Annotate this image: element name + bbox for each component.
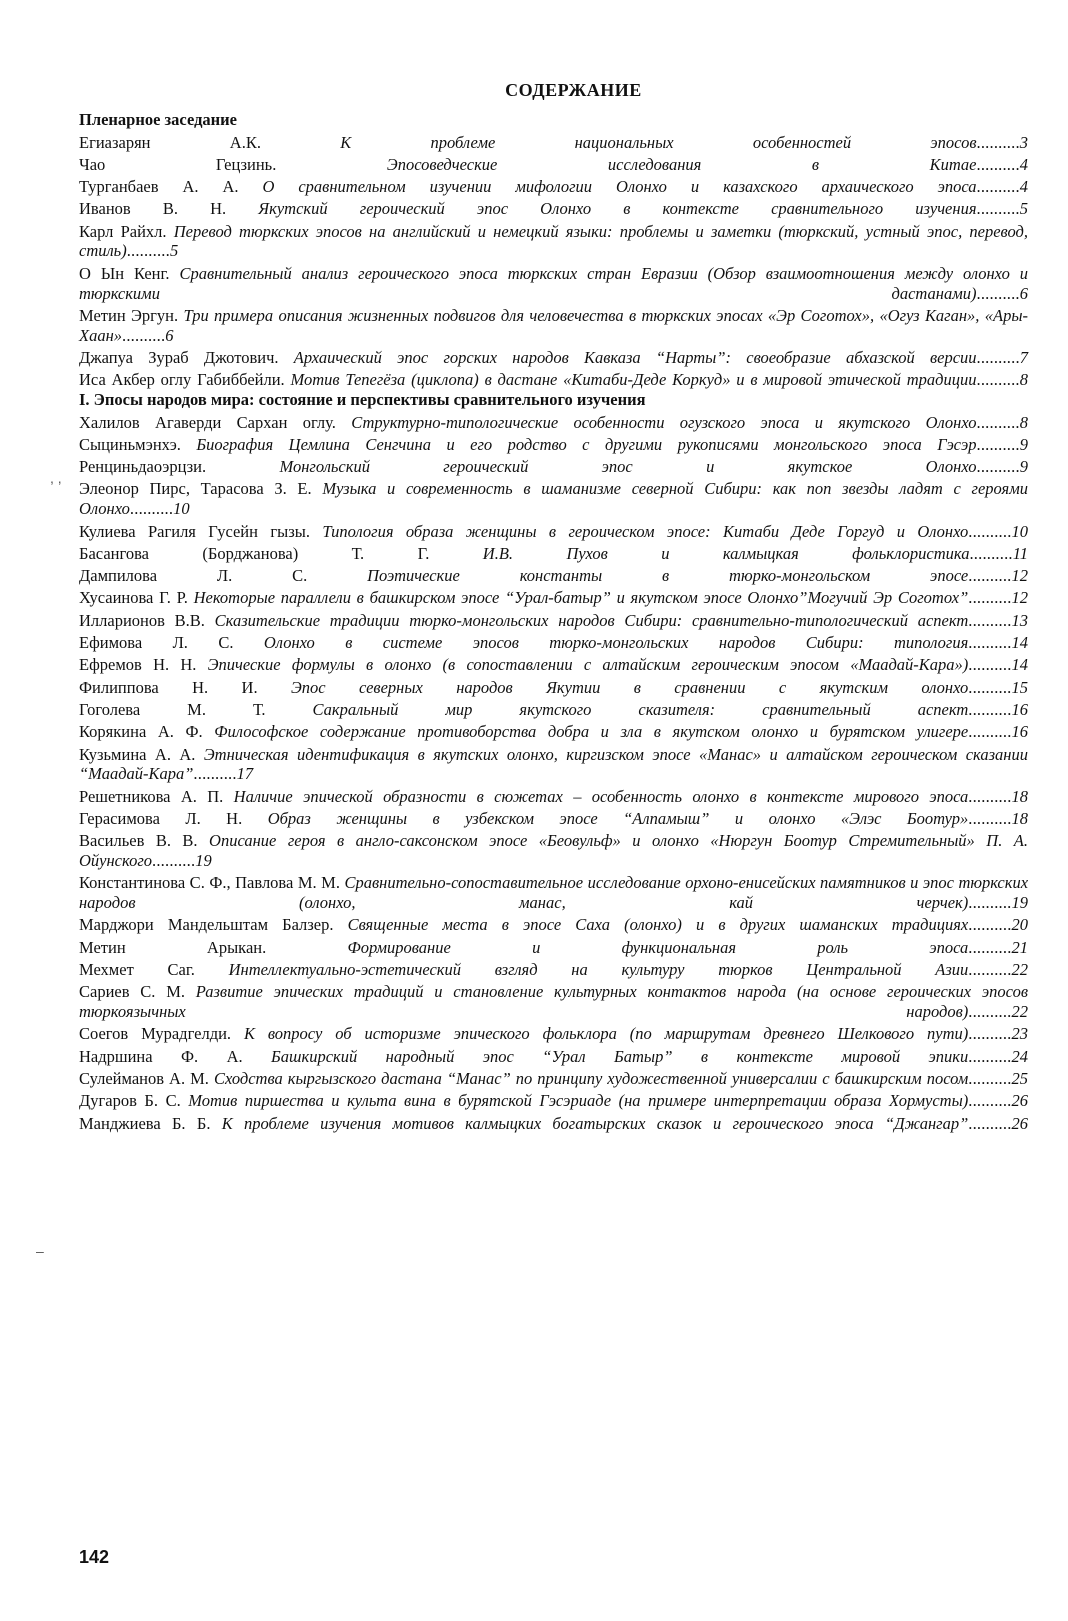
entry-author: Марджори Мандельштам Балзер. xyxy=(79,915,334,935)
toc-entry xyxy=(79,522,1028,542)
toc-entry xyxy=(79,413,1028,433)
entry-title: Биография Цемлина Сенгчина и его родство с другими рукописями монгольского эпоса Гэсэр xyxy=(196,434,977,454)
entry-author: Ефремов Н. Н. xyxy=(79,655,197,675)
toc-entry xyxy=(79,1024,1028,1044)
leader-dots: .......... xyxy=(976,434,1020,454)
entry-page: 12 xyxy=(1011,588,1029,608)
entry-title: Сказительские традиции тюрко-монгольских народов Сибири: сравнительно-типологический аспект xyxy=(214,610,969,630)
section1-entry-list xyxy=(79,413,1028,1134)
leader-dots: .......... xyxy=(976,457,1020,477)
entry-title: Развитие эпических традиций и становление культурных контактов народа (на основе героических эпосов тюркоязычных народов) xyxy=(79,982,1028,1022)
leader-dots: .......... xyxy=(968,959,1012,979)
entry-page: 20 xyxy=(1011,915,1029,935)
entry-page: 19 xyxy=(195,851,212,870)
entry-page: 22 xyxy=(1011,1002,1028,1022)
toc-entry xyxy=(79,787,1028,807)
entry-author: Кулиева Рагиля Гусейн гызы. xyxy=(79,521,310,541)
toc-entry xyxy=(79,745,1028,785)
entry-page: 7 xyxy=(1019,347,1029,367)
entry-page: 9 xyxy=(1019,457,1029,477)
entry-author: Константинова С. Ф., Павлова М. М. xyxy=(79,873,340,893)
entry-author: Басангова (Борджанова) Т. Г. xyxy=(79,543,430,563)
leader-dots: .......... xyxy=(122,325,166,345)
entry-author: Ренциньдаоэрцзи. xyxy=(79,457,207,477)
leader-dots: .......... xyxy=(968,699,1012,719)
entry-page: 19 xyxy=(1011,893,1028,913)
leader-dots: .......... xyxy=(968,1113,1012,1133)
entry-page: 23 xyxy=(1011,1024,1028,1044)
entry-page: 11 xyxy=(1012,543,1028,563)
entry-author: Чао Гецзинь. xyxy=(79,154,277,174)
leader-dots: .......... xyxy=(968,808,1012,828)
toc-entry xyxy=(79,155,1028,175)
entry-author: Джапуа Зураб Джотович. xyxy=(79,347,279,367)
toc-entry xyxy=(79,457,1028,477)
leader-dots: .......... xyxy=(976,412,1020,432)
leader-dots: .......... xyxy=(968,1046,1012,1066)
entry-page: 26 xyxy=(1011,1113,1029,1133)
margin-mark: , , xyxy=(50,470,62,486)
toc-entry xyxy=(79,633,1028,653)
entry-page: 13 xyxy=(1011,610,1029,630)
leader-dots: .......... xyxy=(968,521,1012,541)
toc-entry xyxy=(79,435,1028,455)
entry-page: 12 xyxy=(1011,566,1028,586)
entry-page: 6 xyxy=(165,325,174,345)
entry-title: Интеллектуально-эстетический взгляд на культуру тюрков Центральной Азии xyxy=(228,959,969,979)
entry-author: Соегов Мурадгелди. xyxy=(79,1024,232,1044)
entry-title: Монгольский героический эпос и якутское Олонхо xyxy=(279,457,977,477)
toc-entry xyxy=(79,588,1028,608)
entry-author: Халилов Агаверди Сархан оглу. xyxy=(79,412,336,432)
entry-title: Олонхо в системе эпосов тюрко-монгольских народов Сибири: типология xyxy=(263,633,969,653)
entry-author: Хусаинова Г. Р. xyxy=(79,588,188,608)
entry-title: К проблеме национальных особенностей эпосов xyxy=(340,132,977,152)
entry-page: 10 xyxy=(173,499,190,519)
leader-dots: .......... xyxy=(968,633,1012,653)
entry-title: Эпос северных народов Якутии в сравнении с якутским олонхо xyxy=(290,677,969,697)
leader-dots: .......... xyxy=(976,154,1020,174)
entry-title: Наличие эпической образности в сюжетах – особенность олонхо в контексте мирового эпоса xyxy=(233,786,969,806)
leader-dots: .......... xyxy=(968,1002,1012,1022)
entry-page: 17 xyxy=(236,764,254,784)
entry-title: Образ женщины в узбекском эпосе “Алпамыш” и олонхо «Элэс Боотур» xyxy=(267,808,969,828)
leader-dots: .......... xyxy=(129,499,174,519)
leader-dots: .......... xyxy=(968,937,1012,957)
entry-page: 22 xyxy=(1011,959,1029,979)
entry-title: Типология образа женщины в героическом эпосе: Китаби Деде Горгуд и Олонхо xyxy=(322,521,969,541)
toc-entry xyxy=(79,177,1028,197)
toc-entry xyxy=(79,1069,1028,1089)
toc-entry xyxy=(79,611,1028,631)
entry-page: 8 xyxy=(1019,412,1028,432)
leader-dots: .......... xyxy=(968,915,1012,935)
entry-page: 4 xyxy=(1019,177,1029,197)
entry-page: 18 xyxy=(1011,786,1029,806)
entry-author: Герасимова Л. Н. xyxy=(79,808,243,828)
entry-author: Васильев В. В. xyxy=(79,831,198,851)
entry-author: Турганбаев А. А. xyxy=(79,177,239,197)
entry-author: Карл Райхл. xyxy=(79,221,167,241)
entry-author: Сыциньмэнхэ. xyxy=(79,434,181,454)
entry-author: Филиппова Н. И. xyxy=(79,677,258,697)
entry-page: 14 xyxy=(1011,655,1029,675)
leader-dots: .......... xyxy=(968,1068,1012,1088)
entry-page: 5 xyxy=(1019,199,1028,219)
leader-dots: .......... xyxy=(968,722,1012,742)
entry-author: Надршина Ф. А. xyxy=(79,1046,243,1066)
entry-title: Архаический эпос горских народов Кавказа “Нарты”: своеобразие абхазской версии xyxy=(293,347,977,367)
leader-dots: .......... xyxy=(976,283,1020,303)
toc-entry xyxy=(79,809,1028,829)
entry-author: Мехмет Саг. xyxy=(79,959,195,979)
toc-entry xyxy=(79,566,1028,586)
toc-entry xyxy=(79,960,1028,980)
leader-dots: .......... xyxy=(968,677,1012,697)
toc-entry xyxy=(79,222,1028,262)
leader-dots: .......... xyxy=(968,1024,1012,1044)
entry-title: Поэтические константы в тюрко-монгольском эпосе xyxy=(367,566,969,586)
entry-author: Метин Эргун. xyxy=(79,305,179,325)
entry-title: Философское содержание противоборства добра и зла в якутском олонхо и бурятском улигере xyxy=(214,722,969,742)
toc-entry xyxy=(79,479,1028,519)
leader-dots: .......... xyxy=(968,566,1012,586)
leader-dots: .......... xyxy=(968,610,1012,630)
entry-page: 8 xyxy=(1019,370,1028,390)
toc-entry xyxy=(79,306,1028,346)
toc-entry xyxy=(79,873,1028,913)
entry-author: Дампилова Л. С. xyxy=(79,566,308,586)
toc-entry xyxy=(79,1091,1028,1111)
entry-author: Элеонор Пирс, Тарасова З. Е. xyxy=(79,479,312,499)
entry-page: 14 xyxy=(1011,633,1029,653)
entry-page: 5 xyxy=(169,241,179,261)
toc-entry xyxy=(79,722,1028,742)
entry-title: Мотив пиршества и культа вина в бурятской Гэсэриаде (на примере интерпретации образа Хормусты) xyxy=(188,1091,969,1111)
entry-author: Егиазарян А.К. xyxy=(79,132,261,152)
toc-entry xyxy=(79,1047,1028,1067)
toc-entry xyxy=(79,982,1028,1022)
entry-author: Илларионов В.В. xyxy=(79,610,205,630)
plenary-entry-list xyxy=(79,133,1028,391)
entry-author: Сариев С. М. xyxy=(79,982,185,1002)
leader-dots: .......... xyxy=(968,588,1012,608)
entry-title: И.В. Пухов и калмыцкая фольклористика xyxy=(482,543,970,563)
leader-dots: .......... xyxy=(976,177,1020,197)
entry-page: 4 xyxy=(1019,154,1029,174)
leader-dots: .......... xyxy=(976,199,1020,219)
entry-author: Гоголева М. Т. xyxy=(79,699,266,719)
entry-page: 21 xyxy=(1011,937,1029,957)
toc-entry xyxy=(79,655,1028,675)
entry-author: Ефимова Л. С. xyxy=(79,633,234,653)
toc-entry xyxy=(79,938,1028,958)
entry-title: Структурно-типологические особенности огузского эпоса и якутского Олонхо xyxy=(351,412,977,432)
entry-title: Башкирский народный эпос “Урал Батыр” в контексте мировой эпики xyxy=(271,1046,969,1066)
entry-author: Кузьмина А. А. xyxy=(79,744,196,764)
toc-entry xyxy=(79,544,1028,564)
entry-title: Музыка и современность в шаманизме северной Сибири: как поп звезды ладят с героями Олонхо xyxy=(79,479,1029,519)
leader-dots: .......... xyxy=(976,347,1020,367)
leader-dots: .......... xyxy=(976,132,1020,152)
entry-page: 6 xyxy=(1019,283,1028,303)
page-title: СОДЕРЖАНИЕ xyxy=(505,80,642,100)
toc-entry xyxy=(79,700,1028,720)
entry-title: Описание героя в англо-саксонском эпосе «Беовульф» и олонхо «Нюргун Боотур Стремительный» П. А. Ойунского xyxy=(79,831,1028,870)
leader-dots: .......... xyxy=(968,1091,1012,1111)
leader-dots: .......... xyxy=(193,764,237,784)
entry-title: Формирование и функциональная роль эпоса xyxy=(347,937,969,957)
entry-title: Якутский героический эпос Олонхо в контексте сравнительного изучения xyxy=(258,199,977,219)
leader-dots: .......... xyxy=(969,543,1013,563)
toc-entry xyxy=(79,831,1028,871)
entry-author: Решетникова А. П. xyxy=(79,786,224,806)
leader-dots: .......... xyxy=(126,241,170,261)
entry-page: 18 xyxy=(1011,808,1029,828)
entry-page: 26 xyxy=(1011,1091,1028,1111)
toc-entry xyxy=(79,1114,1028,1134)
entry-title: Эпосоведческие исследования в Китае xyxy=(386,154,977,174)
leader-dots: .......... xyxy=(152,851,196,870)
entry-title: Сакральный мир якутского сказителя: сравнительный аспект xyxy=(312,699,969,719)
toc-entry xyxy=(79,264,1028,304)
entry-title: Эпические формулы в олонхо (в сопоставлении с алтайским героическим эпосом «Маадай-Кара») xyxy=(207,655,969,675)
entry-author: Дугаров Б. С. xyxy=(79,1091,181,1111)
entry-page: 10 xyxy=(1011,521,1029,541)
entry-page: 16 xyxy=(1011,722,1029,742)
entry-title: К проблеме изучения мотивов калмыцких богатырских сказок и героического эпоса “Джангар” xyxy=(221,1113,969,1133)
entry-title: Мотив Тепегёза (циклопа) в дастане «Китаби-Деде Коркуд» и в мировой этической традиции xyxy=(290,370,977,390)
leader-dots: .......... xyxy=(968,786,1012,806)
section-heading-plenary: Пленарное заседание xyxy=(79,110,237,129)
toc-entry xyxy=(79,915,1028,935)
entry-title: Сравнительно-сопоставительное исследование орхоно-енисейских памятников и эпос тюркских народов (олонхо, манас, кай черчек) xyxy=(79,873,1029,913)
leader-dots: .......... xyxy=(976,370,1020,390)
entry-title: Этническая идентификация в якутских олонхо, киргизском эпосе «Манас» и алтайском героическом сказании “Маадай-Кара” xyxy=(79,744,1028,784)
entry-title: Сравнительный анализ героического эпоса тюркских стран Евразии (Обзор взаимоотношения между олонхо и тюркскими дастанами) xyxy=(79,263,1029,303)
entry-title: Три примера описания жизненных подвигов для человечества в тюркских эпосах «Эр Соготох», «Огуз Каган», «Ары-Хаан» xyxy=(79,305,1028,345)
toc-entry xyxy=(79,678,1028,698)
toc-entry xyxy=(79,348,1028,368)
entry-author: Сулейманов А. М. xyxy=(79,1068,209,1088)
entry-title: Священные места в эпосе Саха (олонхо) и в других шаманских традициях xyxy=(347,915,969,935)
entry-title: К вопросу об историзме эпического фольклора (по маршрутам древнего Шелкового пути) xyxy=(243,1024,969,1044)
entry-title: Перевод тюркских эпосов на английский и немецкий языки: проблемы и заметки (тюркский, устный эпос, перевод, стиль) xyxy=(79,221,1028,261)
leader-dots: .......... xyxy=(968,655,1012,675)
entry-page: 25 xyxy=(1011,1068,1029,1088)
entry-author: Иванов В. Н. xyxy=(79,199,227,219)
entry-title: О сравнительном изучении мифологии Олонхо и казахского архаического эпоса xyxy=(262,177,977,197)
entry-author: Манджиева Б. Б. xyxy=(79,1113,211,1133)
entry-author: О Ын Кенг. xyxy=(79,263,170,283)
toc-entry xyxy=(79,199,1028,219)
entry-author: Иса Акбер оглу Габиббейли. xyxy=(79,370,285,390)
margin-mark: – xyxy=(36,1243,44,1259)
section-heading-1: I. Эпосы народов мира: состояние и перспективы сравнительного изучения xyxy=(79,390,646,410)
entry-page: 3 xyxy=(1019,132,1029,152)
entry-title: Сходства кыргызского дастана “Манас” по принципу художественной универсалии с башкирским посом xyxy=(213,1068,969,1088)
toc-entry xyxy=(79,133,1028,153)
entry-page: 9 xyxy=(1019,434,1028,454)
entry-author: Метин Арыкан. xyxy=(79,937,267,957)
page-number: 142 xyxy=(79,1547,110,1567)
entry-author: Корякина А. Ф. xyxy=(79,722,203,742)
entry-page: 15 xyxy=(1011,677,1028,697)
leader-dots: .......... xyxy=(968,893,1012,913)
toc-entry xyxy=(79,370,1028,390)
entry-page: 24 xyxy=(1011,1046,1028,1066)
entry-page: 16 xyxy=(1011,699,1029,719)
entry-title: Некоторые параллели в башкирском эпосе “Урал-батыр” и якутском эпосе Олонхо”Могучий Эр Соготох” xyxy=(193,588,969,608)
